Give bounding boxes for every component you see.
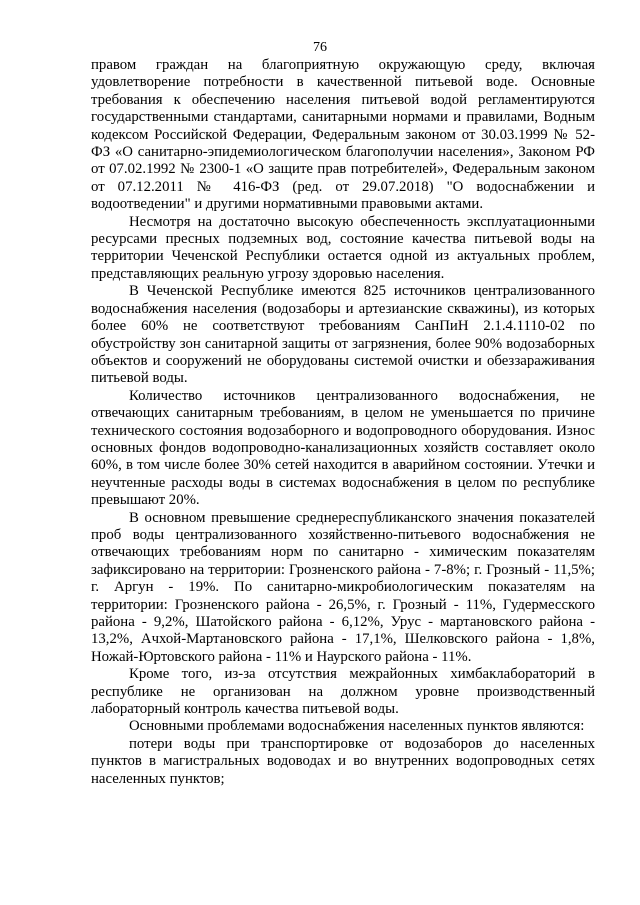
- paragraph-district-indicators: В основном превышение среднереспубликанского значения показателей проб воды централизованного хозяйственно-питьевого водоснабжения не отвечающих требованиям норм по санитарно - химическим показателям зафиксировано на территории: Грозненского района - 7-8%; г. Грозный - 11,5%; г. Аргун - 19%. По санитарно-микробиологическим показателям на территории: Грозненского района - 26,5%, г. Грозный - 11%, Гудермесского района - 9,2%, Шатойского района - 6,12%, Урус - мартановского района - 13,2%, Ачхой-Мартановского района - 17,1%, Шелковского района - 1,8%, Ножай-Юртовского района - 11% и Наурского района - 11%.: [91, 509, 595, 665]
- paragraph-infrastructure-wear: Количество источников централизованного водоснабжения, не отвечающих санитарным требованиям, в целом не уменьшается по причине технического состояния водозаборного и водопроводного оборудования. Износ основных фондов водопроводно-канализационных хозяйств составляет около 60%, в том числе более 30% сетей находится в аварийном состоянии. Утечки и неучтенные расходы воды в системах водоснабжения в целом по республике превышают 20%.: [91, 387, 595, 509]
- paragraph-lab-control: Кроме того, из-за отсутствия межрайонных химбаклабораторий в республике не организован на должном уровне производственный лабораторный контроль качества питьевой воды.: [91, 666, 595, 718]
- paragraph-water-quality-problem: Несмотря на достаточно высокую обеспеченность эксплуатационными ресурсами пресных подземных вод, состояние качества питьевой воды на территории Чеченской Республики остается одной из актуальных проблем, представляющих реальную угрозу здоровью населения.: [91, 213, 595, 282]
- paragraph-main-problems: Основными проблемами водоснабжения населенных пунктов являются:: [129, 718, 585, 735]
- body-text: [91, 57, 595, 788]
- list-item-water-losses: потери воды при транспортировке от водозаборов до населенных пунктов в магистральных водоводах и во внутренних водопроводных сетях населенных пунктов;: [91, 735, 595, 787]
- page-number: 76: [313, 40, 327, 55]
- paragraph-intro-continued: правом граждан на благоприятную окружающую среду, включая удовлетворение потребности в качественной питьевой воде. Основные требования к обеспечению населения питьевой водой регламентируются государственными стандартами, санитарными нормами и правилами, Водным кодексом Российской Федерации, Федеральным законом от 30.03.1999 № 52-ФЗ «О санитарно-эпидемиологическом благополучии населения», Законом РФ от 07.02.1992 № 2300-1 «О защите прав потребителей», Федеральным законом от 07.12.2011 № 416-ФЗ (ред. от 29.07.2018) "О водоснабжении и водоотведении" и другими нормативными правовыми актами.: [91, 57, 595, 213]
- paragraph-water-sources: В Чеченской Республике имеются 825 источников централизованного водоснабжения населения (водозаборы и артезианские скважины), из которых более 60% не соответствуют требованиям СанПиН 2.1.4.1110-02 по обустройству зон санитарной защиты от загрязнения, более 90% водозаборных объектов и сооружений не оборудованы системой очистки и обеззараживания питьевой воды.: [91, 283, 595, 387]
